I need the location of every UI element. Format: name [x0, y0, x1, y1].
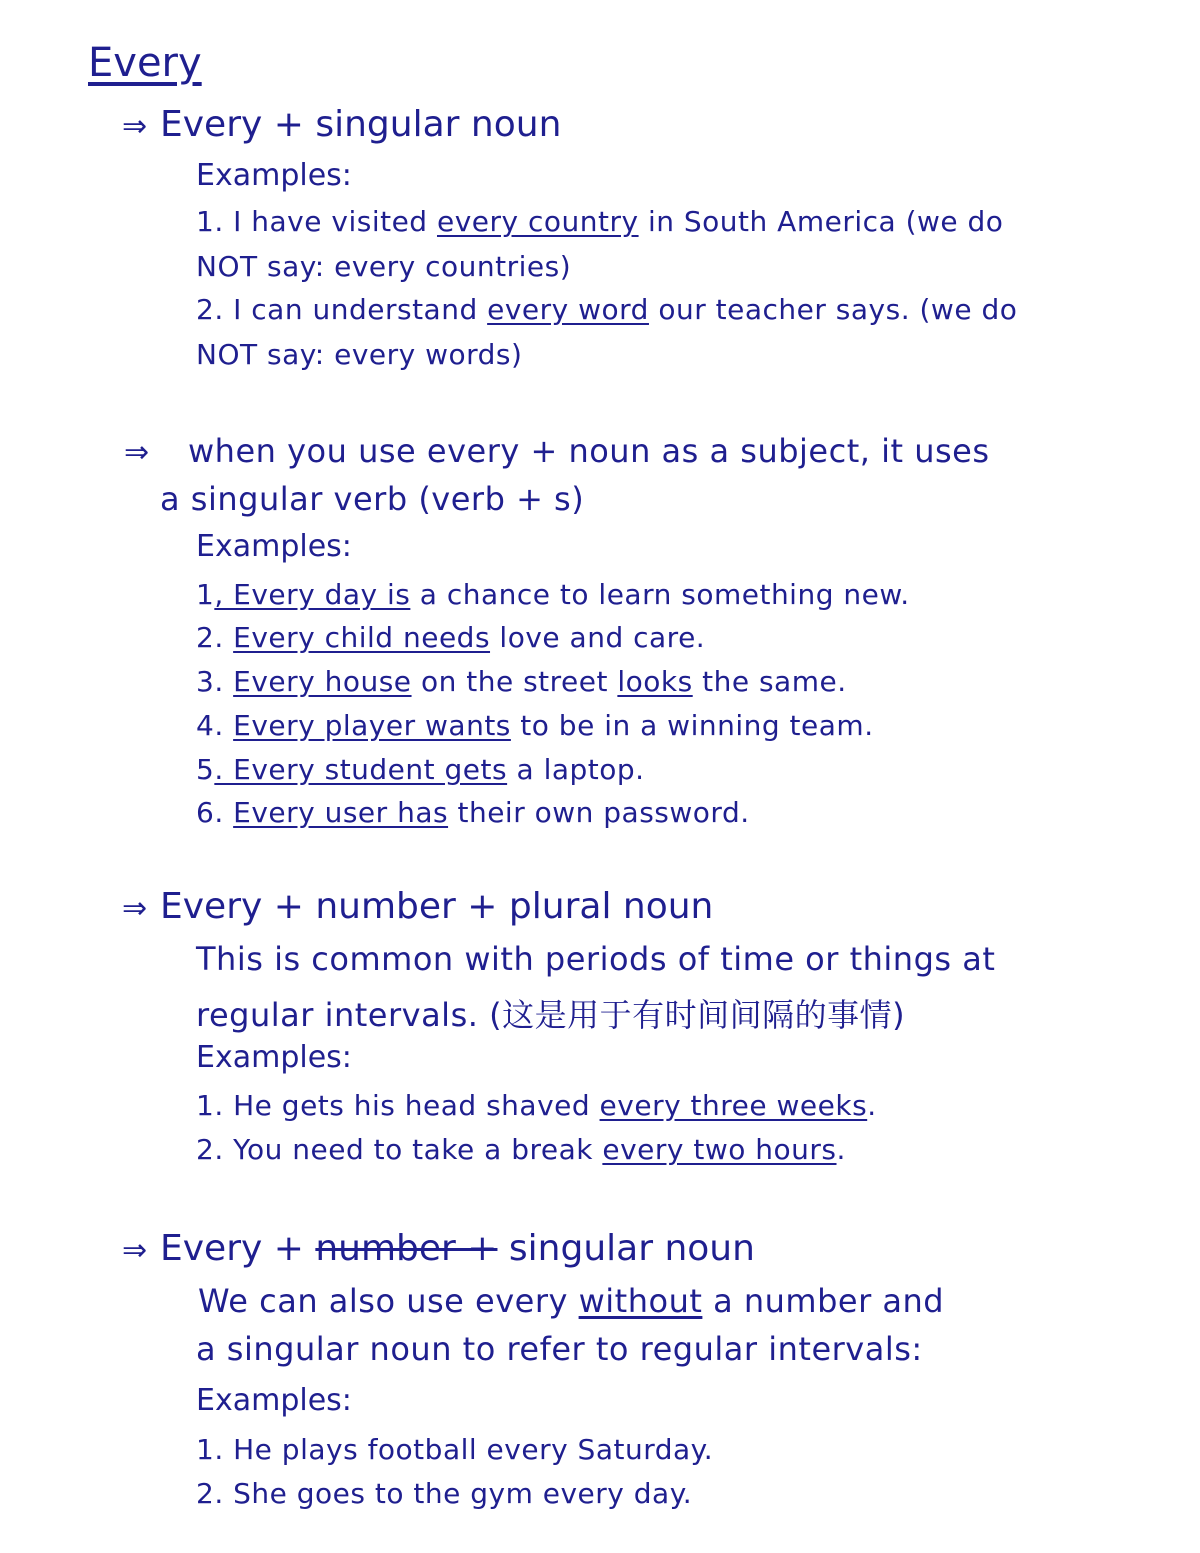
section4-heading-text: Every +	[160, 1228, 316, 1269]
section4-heading	[122, 1228, 755, 1269]
arrow-icon: ⇒	[122, 891, 148, 926]
list-item	[196, 796, 750, 829]
section4-heading-text: singular noun	[497, 1228, 755, 1269]
section3-line2: regular intervals. (这是用于有时间间隔的事情)	[196, 996, 906, 1034]
list-item: 2. She goes to the gym every day.	[196, 1477, 693, 1510]
item-text: 2. You need to take a break	[196, 1133, 603, 1166]
arrow-icon: ⇒	[122, 1233, 148, 1268]
underlined-phrase: Every player wants	[233, 709, 511, 742]
section1-heading-text: Every + singular noun	[160, 104, 562, 145]
item-text: 1. He gets his head shaved	[196, 1089, 600, 1122]
item-text: the same.	[692, 665, 847, 698]
item-text: a laptop.	[507, 753, 645, 786]
underlined-phrase: Every user has	[233, 796, 449, 829]
underlined-phrase: every two hours	[602, 1133, 837, 1166]
struck-through-text: number +	[315, 1228, 498, 1269]
underlined-phrase: without	[578, 1282, 703, 1320]
list-item	[196, 621, 705, 654]
underlined-phrase: every country	[436, 205, 639, 238]
underlined-phrase: every word	[487, 293, 649, 326]
arrow-icon: ⇒	[122, 109, 148, 144]
list-item	[196, 1133, 846, 1166]
item-number: 5	[196, 753, 215, 786]
section4-line1	[198, 1282, 944, 1320]
section1-example-2-line2: NOT say: every words)	[196, 338, 523, 371]
item-text: their own password.	[448, 796, 750, 829]
section1-example-1-line1	[196, 205, 1003, 238]
item-number: 4.	[196, 709, 234, 742]
underlined-phrase: . Every student gets	[214, 753, 508, 786]
underlined-phrase: looks	[617, 665, 693, 698]
section4-examples-label: Examples:	[196, 1383, 352, 1418]
item-number: 3.	[196, 665, 234, 698]
underlined-phrase: Every child needs	[233, 621, 491, 654]
item-number: 6.	[196, 796, 234, 829]
section1-heading	[122, 104, 561, 145]
section3-line1: This is common with periods of time or things at	[196, 940, 996, 978]
example-text: 2. I can understand	[196, 293, 488, 326]
page-title: Every	[88, 40, 202, 86]
arrow-icon: ⇒	[124, 435, 150, 470]
section1-example-2-line1	[196, 293, 1017, 326]
section2-examples-label: Examples:	[196, 529, 352, 564]
underlined-phrase: every three weeks	[599, 1089, 868, 1122]
item-text: .	[867, 1089, 877, 1122]
example-text: our teacher says. (we do	[648, 293, 1018, 326]
section2-line1-text: when you use every + noun as a subject, it uses	[188, 432, 990, 470]
section3-heading-text: Every + number + plural noun	[160, 886, 714, 927]
item-number: 2.	[196, 621, 234, 654]
list-item: 1. He plays football every Saturday.	[196, 1433, 714, 1466]
section1-examples-label: Examples:	[196, 158, 352, 193]
section3-examples-label: Examples:	[196, 1040, 352, 1075]
list-item	[196, 709, 874, 742]
section4-line2: a singular noun to refer to regular intervals:	[196, 1330, 923, 1368]
list-item	[196, 578, 910, 611]
list-item	[196, 1089, 877, 1122]
section2-line1	[124, 432, 990, 470]
underlined-phrase: Every house	[233, 665, 412, 698]
example-text: 1. I have visited	[196, 205, 437, 238]
item-text: a chance to learn something new.	[410, 578, 910, 611]
item-number: 1	[196, 578, 215, 611]
item-text: on the street	[411, 665, 618, 698]
section1-example-1-line2: NOT say: every countries)	[196, 250, 572, 283]
underlined-phrase: , Every day is	[214, 578, 411, 611]
list-item	[196, 753, 645, 786]
section2-line2: a singular verb (verb + s)	[160, 480, 585, 518]
section3-heading	[122, 886, 713, 927]
example-text: in South America (we do	[638, 205, 1004, 238]
list-item	[196, 665, 847, 698]
item-text: .	[836, 1133, 846, 1166]
item-text: to be in a winning team.	[510, 709, 874, 742]
section4-text: We can also use every	[198, 1282, 579, 1320]
item-text: love and care.	[490, 621, 706, 654]
section4-text: a number and	[702, 1282, 945, 1320]
